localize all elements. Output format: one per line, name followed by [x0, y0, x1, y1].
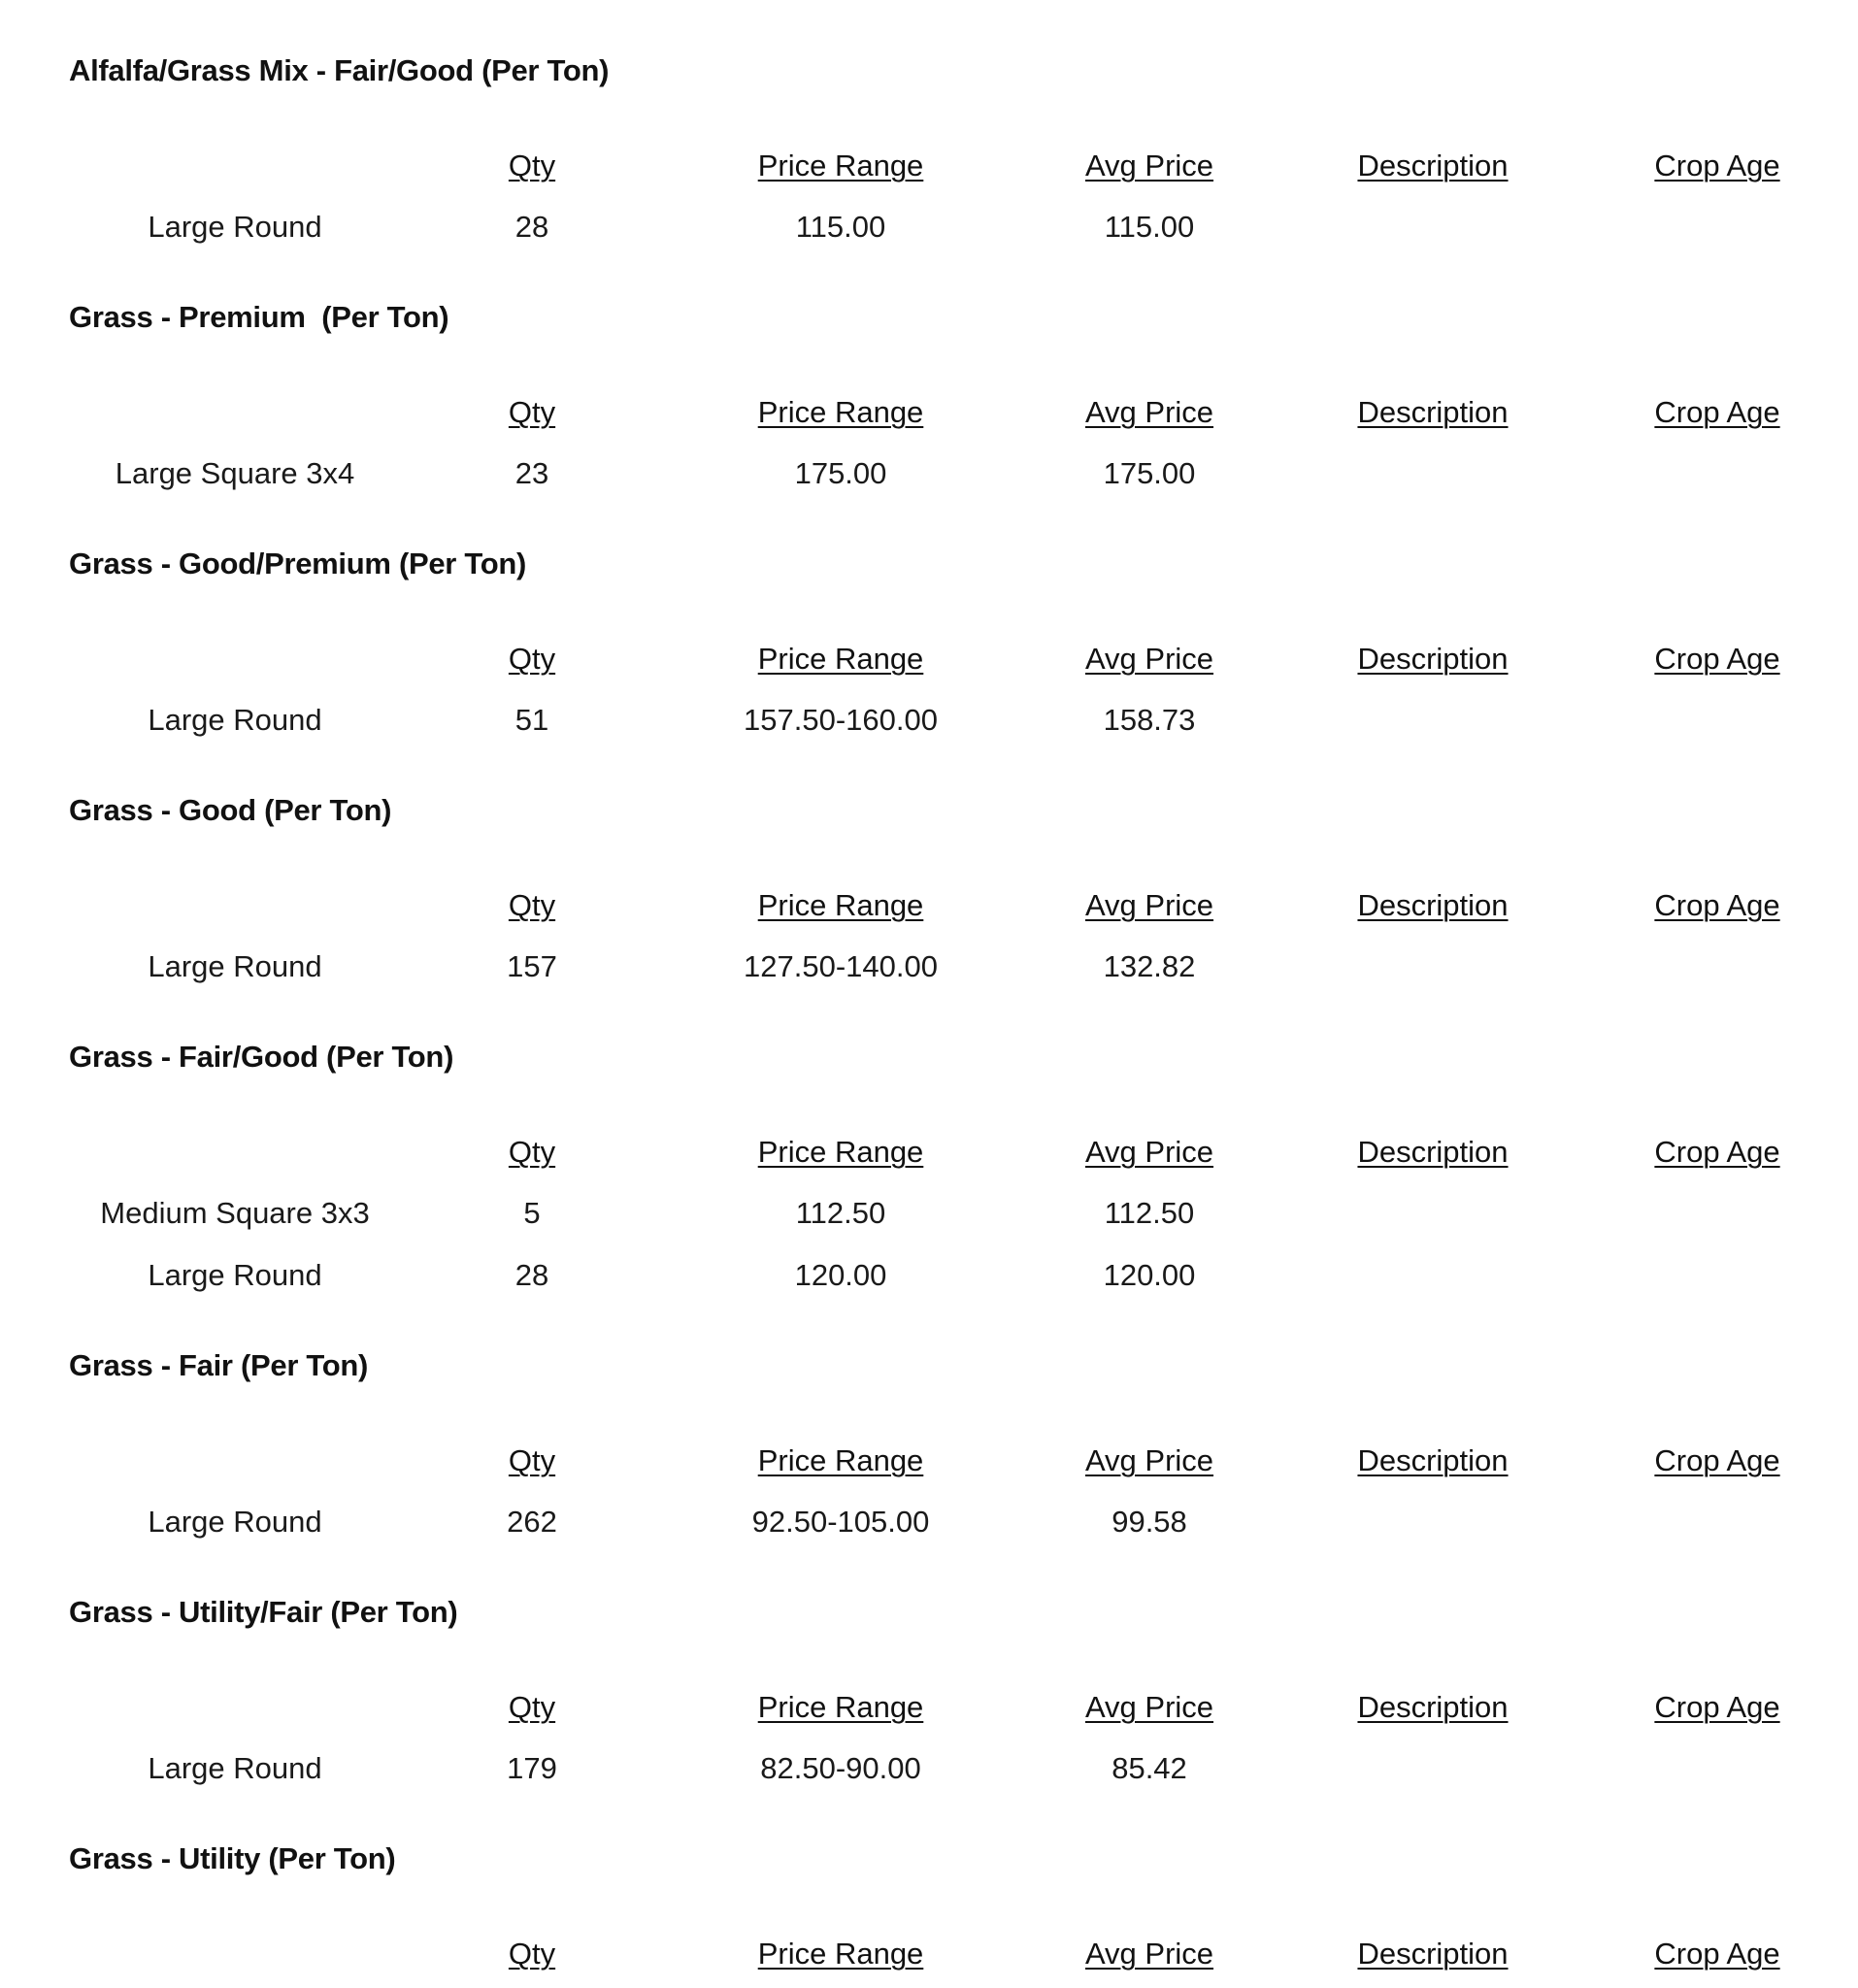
price-range-column-header: Price Range: [757, 149, 924, 182]
avg-price-cell: 120.00: [1103, 1258, 1196, 1292]
avg-price-column-header: Avg Price: [1084, 395, 1214, 429]
avg-price-column-header: Avg Price: [1084, 1690, 1214, 1724]
avg-price-cell: 158.73: [1103, 703, 1196, 737]
price-range-cell: 112.50: [795, 1196, 886, 1230]
crop-age-column-header: Crop Age: [1654, 395, 1780, 429]
crop-age-column-header: Crop Age: [1654, 1443, 1780, 1477]
qty-column-header: Qty: [508, 888, 556, 922]
price-range-cell: 92.50-105.00: [751, 1505, 930, 1539]
description-column-header: Description: [1357, 1937, 1509, 1971]
section-title: Alfalfa/Grass Mix - Fair/Good (Per Ton): [69, 53, 610, 87]
description-column-header: Description: [1357, 1443, 1509, 1477]
section-title: Grass - Premium (Per Ton): [69, 300, 449, 334]
price-range-cell: 82.50-90.00: [760, 1751, 921, 1785]
qty-column-header: Qty: [508, 395, 556, 429]
crop-age-column-header: Crop Age: [1654, 1135, 1780, 1169]
bale-type-cell: Medium Square 3x3: [100, 1196, 370, 1230]
qty-column-header: Qty: [508, 1135, 556, 1169]
description-column-header: Description: [1357, 1135, 1509, 1169]
avg-price-cell: 85.42: [1111, 1751, 1187, 1785]
section-title: Grass - Utility (Per Ton): [69, 1841, 396, 1875]
price-range-column-header: Price Range: [757, 1443, 924, 1477]
qty-cell: 28: [514, 1258, 549, 1292]
price-range-cell: 127.50-140.00: [744, 949, 938, 983]
qty-column-header: Qty: [508, 1443, 556, 1477]
avg-price-column-header: Avg Price: [1084, 888, 1214, 922]
bale-type-cell: Large Round: [148, 210, 322, 244]
qty-cell: 157: [507, 949, 557, 983]
bale-type-cell: Large Round: [148, 1751, 322, 1785]
bale-type-cell: Large Square 3x4: [115, 456, 355, 490]
avg-price-cell: 99.58: [1111, 1505, 1187, 1539]
crop-age-column-header: Crop Age: [1654, 888, 1780, 922]
avg-price-column-header: Avg Price: [1084, 149, 1214, 182]
bale-type-cell: Large Round: [148, 949, 322, 983]
qty-cell: 51: [514, 703, 549, 737]
description-column-header: Description: [1357, 888, 1509, 922]
qty-cell: 179: [507, 1751, 557, 1785]
section-title: Grass - Fair/Good (Per Ton): [69, 1040, 454, 1074]
qty-cell: 28: [514, 210, 549, 244]
price-range-column-header: Price Range: [757, 1690, 924, 1724]
avg-price-cell: 115.00: [1104, 210, 1195, 244]
price-range-cell: 115.00: [795, 210, 886, 244]
qty-cell: 23: [514, 456, 549, 490]
avg-price-column-header: Avg Price: [1084, 1135, 1214, 1169]
description-column-header: Description: [1357, 642, 1509, 676]
section-title: Grass - Utility/Fair (Per Ton): [69, 1595, 458, 1629]
qty-column-header: Qty: [508, 1690, 556, 1724]
crop-age-column-header: Crop Age: [1654, 149, 1780, 182]
avg-price-cell: 112.50: [1104, 1196, 1195, 1230]
bale-type-cell: Large Round: [148, 1505, 322, 1539]
qty-column-header: Qty: [508, 1937, 556, 1971]
price-range-column-header: Price Range: [757, 395, 924, 429]
section-title: Grass - Fair (Per Ton): [69, 1348, 369, 1382]
price-range-cell: 157.50-160.00: [744, 703, 938, 737]
description-column-header: Description: [1357, 395, 1509, 429]
avg-price-cell: 175.00: [1103, 456, 1196, 490]
price-range-column-header: Price Range: [757, 1937, 924, 1971]
qty-cell: 262: [507, 1505, 557, 1539]
avg-price-column-header: Avg Price: [1084, 1937, 1214, 1971]
crop-age-column-header: Crop Age: [1654, 1937, 1780, 1971]
qty-cell: 5: [523, 1196, 541, 1230]
price-range-cell: 175.00: [794, 456, 887, 490]
section-title: Grass - Good (Per Ton): [69, 793, 392, 827]
section-title: Grass - Good/Premium (Per Ton): [69, 547, 527, 580]
price-range-column-header: Price Range: [757, 642, 924, 676]
price-range-cell: 120.00: [794, 1258, 887, 1292]
description-column-header: Description: [1357, 149, 1509, 182]
price-range-column-header: Price Range: [757, 1135, 924, 1169]
avg-price-column-header: Avg Price: [1084, 642, 1214, 676]
qty-column-header: Qty: [508, 642, 556, 676]
qty-column-header: Qty: [508, 149, 556, 182]
description-column-header: Description: [1357, 1690, 1509, 1724]
price-range-column-header: Price Range: [757, 888, 924, 922]
bale-type-cell: Large Round: [148, 703, 322, 737]
crop-age-column-header: Crop Age: [1654, 1690, 1780, 1724]
avg-price-column-header: Avg Price: [1084, 1443, 1214, 1477]
bale-type-cell: Large Round: [148, 1258, 322, 1292]
crop-age-column-header: Crop Age: [1654, 642, 1780, 676]
avg-price-cell: 132.82: [1103, 949, 1196, 983]
